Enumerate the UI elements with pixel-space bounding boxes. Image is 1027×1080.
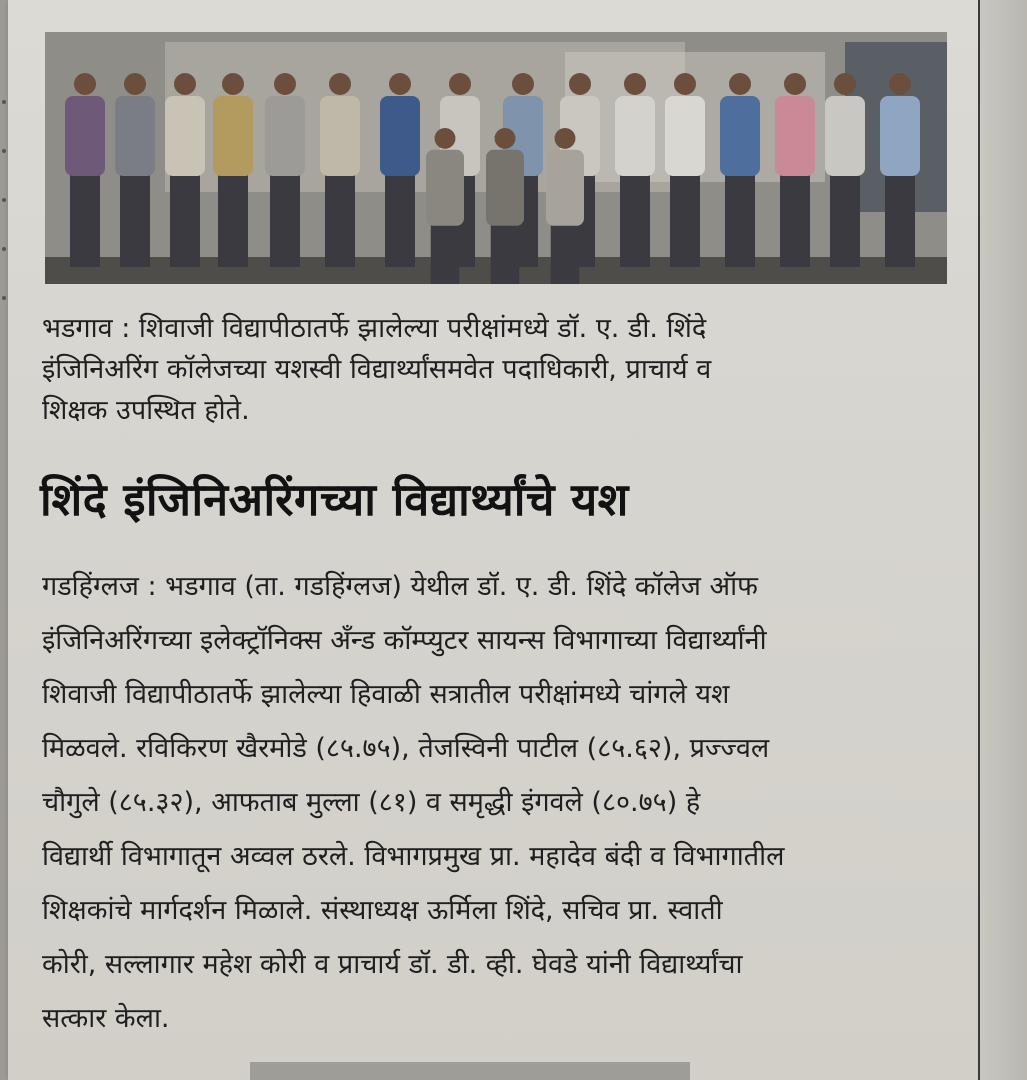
- article-headline: शिंदे इंजिनिअरिंगच्या विद्यार्थ्यांचे यश: [40, 473, 629, 526]
- person-figure: [665, 73, 705, 267]
- article-body: गडहिंग्लज : भडगाव (ता. गडहिंग्लज) येथील डॉ. ए. डी. शिंदे कॉलेज ऑफ इंजिनिअरिंगच्या इलेक्ट्रॉनिक्स अँन्ड कॉम्प्युटर सायन्स विभागाच्या विद्यार्थ्यांनी शिवाजी विद्यापीठातर्फे झालेल्या हिवाळी सत्रातील परीक्षांमध्ये चांगले यश मिळवले. रविकिरण खैरमोडे (८५.७५), तेजस्विनी पाटील (८५.६२), प्रज्ज्वल चौगुले (८५.३२), आफताब मुल्ला (८१) व समृद्धी इंगवले (८०.७५) हे विद्यार्थी विभागातून अव्वल ठरले. विभागप्रमुख प्रा. महादेव बंदी व विभागातील शिक्षकांचे मार्गदर्शन मिळाले. संस्थाध्यक्ष ऊर्मिला शिंदे, सचिव प्रा. स्वाती कोरी, सल्लागार महेश कोरी व प्राचार्य डॉ. डी. व्ही. घेवडे यांनी विद्यार्थ्यांचा सत्कार केला.: [42, 571, 785, 1034]
- person-figure: [65, 73, 105, 267]
- person-figure: [546, 128, 584, 284]
- person-figure: [426, 128, 464, 284]
- person-figure: [775, 73, 815, 267]
- person-figure: [825, 73, 865, 267]
- person-figure: [720, 73, 760, 267]
- margin-marks: [2, 100, 6, 345]
- person-figure: [320, 73, 360, 267]
- person-figure: [165, 73, 205, 267]
- adjacent-page-edge: [980, 0, 1027, 1080]
- person-figure: [265, 73, 305, 267]
- photo-caption: भडगाव : शिवाजी विद्यापीठातर्फे झालेल्या परीक्षांमध्ये डॉ. ए. डी. शिंदे इंजिनिअरिंग कॉलेजच्या यशस्वी विद्यार्थ्यांसमवेत पदाधिकारी, प्राचार्य व शिक्षक उपस्थित होते.: [42, 313, 712, 426]
- person-figure: [486, 128, 524, 284]
- person-figure: [880, 73, 920, 267]
- person-figure: [380, 73, 420, 267]
- person-figure: [115, 73, 155, 267]
- next-article-strip: [250, 1062, 690, 1080]
- group-photo-figures: [45, 32, 947, 284]
- group-photo: [45, 32, 947, 284]
- person-figure: [213, 73, 253, 267]
- person-figure: [615, 73, 655, 267]
